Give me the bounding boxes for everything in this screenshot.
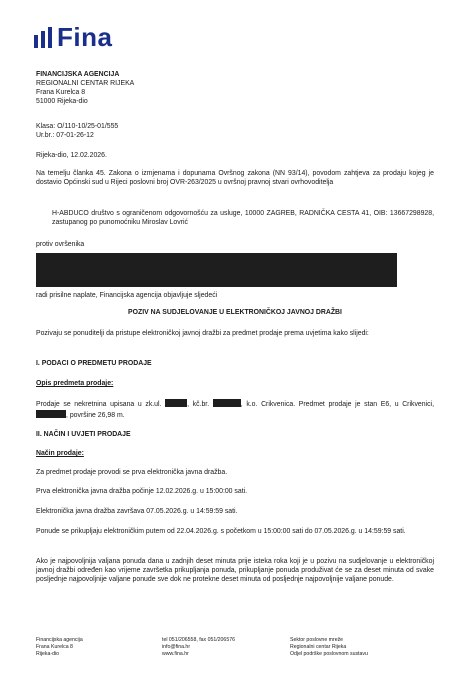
section2-p2: Prva elektronička javna dražba počinje 12.02.2026.g. u 15:00:00 sati. — [36, 488, 248, 495]
sender-address — [36, 71, 434, 107]
footer-department: Odjel podrške poslovnom sustavu — [290, 651, 368, 658]
sender-street: Frana Kurelca 8 — [36, 88, 86, 96]
section1-heading: I. PODACI O PREDMETU PRODAJE — [36, 360, 152, 367]
intro-paragraph: Na temelju članka 45. Zakona o izmjenama i dopunama Ovršnog zakona (NN 93/14), povodom zahtjeva za prodaju kojeg je dostavio Općinski sud u Rijeci poslovni broj OVR-263/2025 u ovršnoj pravnoj stvari ovrhovoditelja — [36, 170, 434, 186]
reason-line: radi prisilne naplate, Financijska agencija objavljuje sljedeći — [36, 292, 218, 299]
klasa: Klasa: O/110-10/25-01/555 — [36, 123, 119, 130]
fina-logo — [34, 22, 112, 52]
debtor-label: protiv ovršenika — [36, 241, 85, 248]
section1-paragraph — [36, 399, 434, 421]
date-line: Rijeka-dio, 12.02.2026. — [36, 152, 107, 159]
section2-heading: II. NAČIN I UVJETI PRODAJE — [36, 431, 131, 438]
sender-center: REGIONALNI CENTAR RIJEKA — [36, 79, 135, 87]
parcel-text-d: , površine 26,98 m. — [66, 411, 125, 419]
sender-org: FINANCIJSKA AGENCIJA — [36, 71, 120, 78]
footer-col1 — [36, 637, 83, 658]
section2-p3: Elektronička javna dražba završava 07.05.2026.g. u 14:59:59 sati. — [36, 508, 238, 515]
document-title: POZIV NA SUDJELOVANJE U ELEKTRONIČKOJ JAVNOJ DRAŽBI — [128, 309, 342, 316]
footer-col3 — [290, 637, 368, 658]
debtor-redaction — [36, 253, 397, 287]
footer-phone: tel 051/206558, fax 051/206576 — [162, 637, 235, 643]
footer-sector: Sektor poslovne mreže — [290, 637, 344, 643]
urbr: Ur.br.: 07-01-26-12 — [36, 131, 94, 139]
footer-city: Rijeka-dio — [36, 651, 60, 658]
footer-street: Frana Kurelca 8 — [36, 644, 73, 651]
footer-org: Financijska agencija — [36, 637, 83, 643]
logo-text: Fina — [57, 22, 113, 52]
section2-p5: Ako je najpovoljnija valjana ponuda dana u zadnjih deset minuta prije isteka roka koji je u pozivu na sudjelovanje u elektroničkoj javnoj dražbi određen kao vrijeme završetka prikupljanja ponuda, prikupljanje ponuda produživat će se za deset minuta od svake posljednje najpovoljnije valjane ponude sve dok ne protekne deset minuta od posljednje najpovoljnije valjane ponude. — [36, 558, 434, 583]
parcel-text-c: , k.o. Crikvenica. Predmet prodaje je stan E6, u Crikvenici, — [240, 401, 434, 408]
footer-website: www.fina.hr — [162, 651, 189, 658]
section2-subheading: Način prodaje: — [36, 450, 84, 457]
kc-redaction — [213, 399, 241, 407]
sender-city: 51000 Rijeka-dio — [36, 97, 88, 105]
zk-redaction — [165, 399, 187, 407]
section1-subheading: Opis predmeta prodaje: — [36, 380, 114, 387]
footer-col2 — [162, 637, 235, 658]
footer-email: info@fina.hr — [162, 644, 191, 651]
address-redaction — [36, 410, 66, 418]
footer-region: Regionalni centar Rijeka — [290, 644, 347, 651]
section2-p4: Ponude se prikupljaju elektroničkim putem od 22.04.2026.g. s početkom u 15:00:00 sati do 07.05.2026.g. u 14:59:59 sati. — [36, 528, 406, 535]
parcel-text-a: Prodaje se nekretnina upisana u zk.ul. — [36, 401, 162, 408]
creditor-paragraph: H-ABDUCO društvo s ograničenom odgovornošću za usluge, 10000 ZAGREB, RADNIČKA CESTA 41, OIB: 13667298928, zastupanog po punomoćniku Miroslav Lovrić — [52, 210, 434, 226]
section2-p1: Za predmet prodaje provodi se prva elektronička javna dražba. — [36, 469, 228, 476]
parcel-text-b: , kč.br. — [187, 401, 210, 408]
logo-bars-icon — [34, 26, 52, 48]
reference-numbers — [36, 123, 434, 141]
invite-paragraph: Pozivaju se ponuditelji da pristupe elektroničkoj javnoj dražbi za predmet prodaje prema uvjetima kako slijedi: — [36, 330, 369, 337]
